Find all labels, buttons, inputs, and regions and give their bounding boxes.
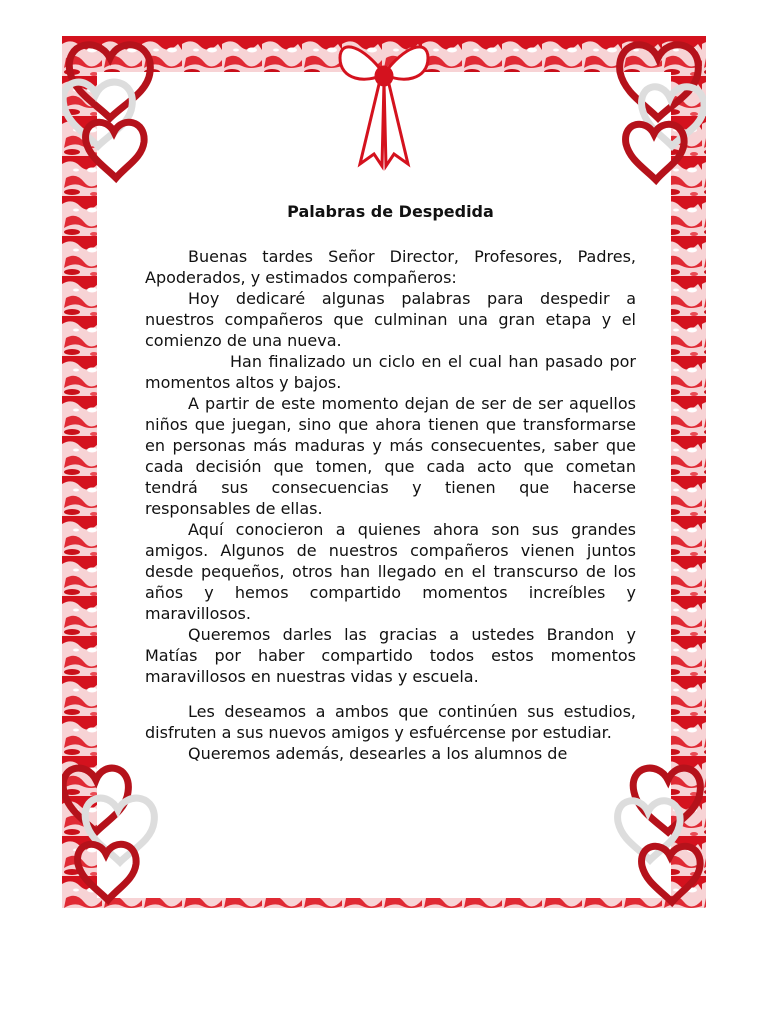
heart-icon — [62, 36, 168, 189]
document-body — [145, 200, 636, 764]
paragraph: Aquí conocieron a quienes ahora son sus grandes amigos. Algunos de nuestros compañeros vienen juntos desde pequeños, otros han llegado en el transcurso de los años y hemos compartido momentos increíbles y maravillosos. — [145, 520, 636, 623]
page-title: Palabras de Despedida — [287, 202, 494, 221]
paragraph: Queremos darles las gracias a ustedes Brandon y Matías por haber compartido todos estos momentos maravillosos en nuestras vidas y escuela. — [145, 625, 636, 686]
bow-icon — [334, 36, 434, 171]
paragraph: Han finalizado un ciclo en el cual han pasado por momentos altos y bajos. — [145, 352, 636, 392]
heart-icon — [62, 752, 168, 908]
paragraph: Les deseamos a ambos que continúen sus estudios, disfruten a sus nuevos amigos y esfuércense por estudiar. — [145, 702, 636, 742]
paragraph: A partir de este momento dejan de ser de ser aquellos niños que juegan, sino que ahora tienen que transformarse en personas más maduras y más consecuentes, saber que cada decisión que tomen, que cada acto que cometan tendrá sus consecuencias y tienen que hacerse responsables de ellas. — [145, 394, 636, 518]
paragraph: Hoy dedicaré algunas palabras para despedir a nuestros compañeros que culminan una gran etapa y el comienzo de una nueva. — [145, 289, 636, 350]
paragraph: Queremos además, desearles a los alumnos de — [188, 744, 568, 763]
heart-icon — [612, 752, 706, 908]
heart-icon — [610, 36, 706, 189]
paragraph: Buenas tardes Señor Director, Profesores, Padres, Apoderados, y estimados compañeros: — [145, 247, 636, 287]
